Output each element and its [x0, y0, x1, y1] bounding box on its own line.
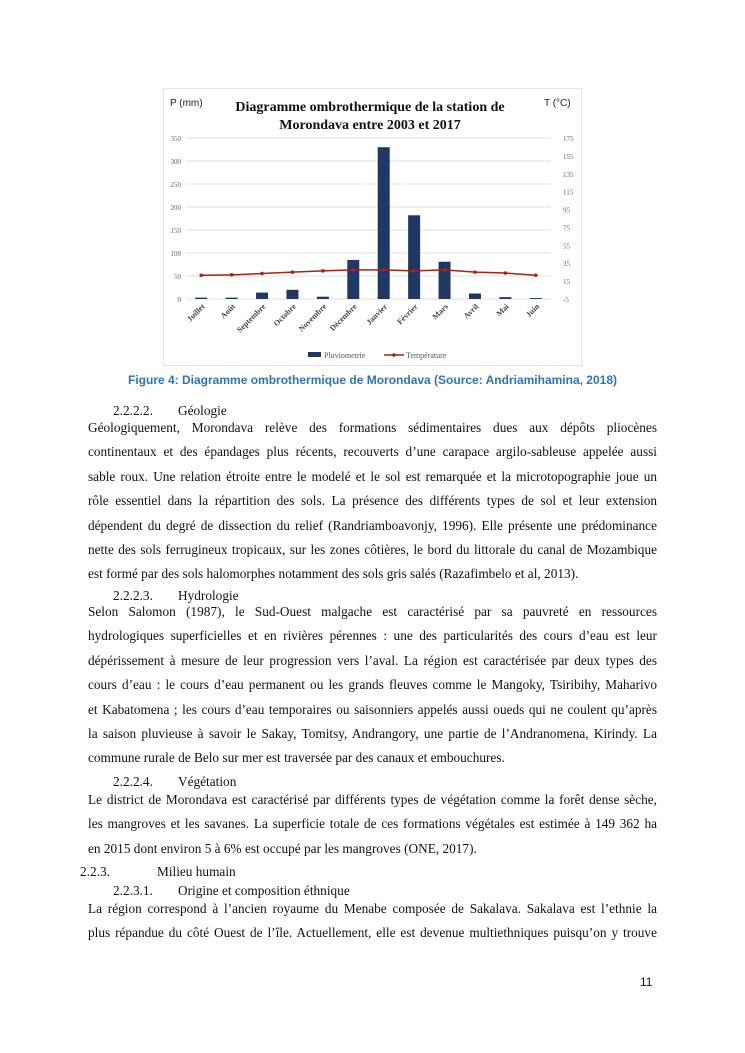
right-tick-label: 75	[563, 224, 570, 233]
paragraph-line: est formé par des sols halomorphes notamment des sols gris salés (Razafimbelo et al, 2013).	[88, 566, 579, 582]
temperature-point-mars	[443, 268, 447, 272]
right-tick-label: 15	[563, 278, 570, 287]
temperature-point-octobre	[291, 270, 295, 274]
left-tick-label: 50	[174, 273, 181, 281]
x-tick-label: Janvier	[364, 302, 390, 327]
heading-number: 2.2.3.	[80, 864, 110, 879]
temperature-point-novembre	[321, 269, 325, 273]
heading-title: Milieu humain	[157, 864, 236, 879]
paragraph-hydrologie	[88, 603, 657, 774]
legend-label-temperature: Température	[406, 351, 447, 360]
paragraph-line: les mangroves et les savanes. La superficie totale de ces formations végétales est estimée à 149 362 ha	[88, 816, 657, 832]
right-tick-label: 175	[563, 135, 574, 143]
figure-caption: Figure 4: Diagramme ombrothermique de Morondava (Source: Andriamihamina, 2018)	[128, 373, 617, 387]
temperature-point-juillet	[199, 273, 203, 277]
bar-janvier	[378, 147, 390, 299]
x-tick-label: Juin	[524, 302, 542, 320]
paragraph-line: et Kabatomena ; les cours d’eau temporaires ou saisonniers appelés aussi oueds qui ne coulent qu’après	[88, 701, 657, 717]
x-tick-label: Novembre	[296, 302, 329, 334]
right-tick-label: 155	[563, 152, 574, 161]
paragraph-line: dépérissement à mesure de leur progression vers l’aval. La région est caractérisée par deux types des	[88, 652, 657, 668]
temperature-point-septembre	[260, 272, 264, 276]
left-axis-label: P (mm)	[170, 98, 203, 109]
left-tick-label: 350	[170, 135, 181, 143]
heading-hydrologie	[113, 588, 239, 604]
right-tick-label: 35	[563, 260, 570, 269]
x-tick-label: Décembre	[327, 302, 359, 333]
x-tick-label: Mars	[430, 302, 450, 322]
paragraph-line: sable roux. Une relation étroite entre le modelé et le sol est remarquée et la microtopographie joue un	[88, 468, 657, 484]
bar-avril	[469, 293, 481, 299]
page-number: 11	[640, 975, 653, 989]
paragraph-line: nette des sols ferrugineux tropicaux, sur les zones côtières, le bord du littorale du canal de Mozambique	[88, 541, 657, 557]
bar-septembre	[256, 293, 268, 299]
x-tick-label: Mai	[494, 302, 511, 319]
paragraph-line: rôle essentiel dans la répartition des sols. La présence des différents types de sol et leur extension	[88, 493, 657, 509]
legend-label-pluviometrie: Pluviometrie	[324, 351, 366, 360]
paragraph-line: continentaux et des épandages plus récents, recouverts d’une carapace argilo-sableuse appelée aussi	[88, 444, 657, 460]
x-tick-label: Juillet	[185, 302, 207, 324]
heading-number: 2.2.3.1.	[113, 883, 153, 898]
left-tick-label: 300	[170, 158, 181, 166]
bar-février	[408, 215, 420, 299]
temperature-point-janvier	[382, 268, 386, 272]
left-tick-label: 150	[170, 227, 181, 235]
bar-août	[226, 298, 238, 299]
paragraph-geologie	[88, 419, 657, 590]
paragraph-line: Géologiquement, Morondava relève des formations sédimentaires dues aux dépôts pliocènes	[88, 420, 657, 435]
left-tick-label: 100	[170, 250, 181, 258]
chart-svg	[164, 89, 583, 367]
left-tick-label: 250	[170, 181, 181, 189]
right-tick-label: 55	[563, 242, 570, 251]
bar-mai	[499, 297, 511, 299]
right-tick-label: 95	[563, 206, 570, 215]
paragraph-vegetation	[88, 791, 657, 864]
temperature-point-août	[230, 273, 234, 277]
chart-title-line-1: Diagramme ombrothermique de la station de	[235, 100, 505, 115]
legend-swatch-pluviometrie	[308, 352, 321, 357]
paragraph-line: cours d’eau : le cours d’eau permanent ou les grands fleuves comme le Mangoky, Tsiribihy, Maharivo	[88, 677, 657, 693]
paragraph-line: commune rurale de Belo sur mer est traversée par des canaux et embouchures.	[88, 750, 505, 766]
heading-title: Origine et composition éthnique	[178, 883, 350, 898]
bar-juillet	[195, 298, 207, 299]
chart-title-line-2: Morondava entre 2003 et 2017	[279, 118, 461, 133]
heading-origine	[113, 883, 350, 899]
paragraph-line: en 2015 dont environ 5 à 6% est occupé par les mangroves (ONE, 2017).	[88, 840, 477, 856]
heading-title: Végétation	[178, 774, 237, 789]
heading-number: 2.2.2.4.	[113, 774, 153, 789]
x-tick-label: Septembre	[235, 302, 268, 335]
right-tick-label: -5	[563, 296, 569, 304]
paragraph-line: hydrologiques superficielles et en rivières pérennes : une des particularités des cours d’eau est leur	[88, 628, 657, 644]
paragraph-line: plus répandue du côté Ouest de l’île. Actuellement, elle est devenue multiethniques puisqu’on y trouve	[88, 925, 657, 941]
heading-number: 2.2.2.3.	[113, 588, 153, 603]
heading-title: Géologie	[178, 403, 227, 418]
paragraph-line: dépendent du degré de dissection du relief (Randriamboavonjy, 1996). Elle présente une prédominance	[88, 517, 657, 533]
temperature-point-mai	[504, 271, 508, 275]
x-tick-label: Août	[218, 302, 238, 321]
temperature-point-février	[412, 269, 416, 273]
heading-geologie	[113, 403, 227, 419]
right-tick-label: 135	[563, 170, 574, 179]
bar-octobre	[286, 290, 298, 299]
heading-number: 2.2.2.2.	[113, 403, 153, 418]
paragraph-line: la saison pluvieuse à savoir le Sakay, Tomitsy, Andrangory, une partie de l’Andranomena, Kirindy. La	[88, 725, 657, 741]
heading-milieu-humain	[80, 864, 236, 880]
paragraph-origine	[88, 900, 657, 949]
bar-juin	[530, 298, 542, 299]
temperature-point-juin	[534, 273, 538, 277]
right-axis-label: T (°C)	[544, 98, 571, 109]
paragraph-line: La région correspond à l’ancien royaume du Menabe composée de Sakalava. Sakalava est l’ethnie la	[88, 901, 657, 916]
right-tick-label: 115	[563, 188, 574, 197]
heading-vegetation	[113, 774, 237, 790]
paragraph-line: Selon Salomon (1987), le Sud-Ouest malgache est caractérisé par sa pauvreté en ressources	[88, 604, 657, 619]
left-tick-label: 200	[170, 204, 181, 212]
bar-novembre	[317, 297, 329, 299]
paragraph-line: Le district de Morondava est caractérisé par différents types de végétation comme la forêt dense sèche,	[88, 792, 657, 807]
left-tick-label: 0	[177, 296, 181, 304]
temperature-line	[201, 270, 536, 275]
temperature-point-avril	[473, 270, 477, 274]
legend	[308, 351, 447, 360]
temperature-point-décembre	[351, 268, 355, 272]
ombrothermic-chart	[163, 88, 582, 366]
x-tick-label: Octobre	[271, 302, 298, 329]
x-tick-label: Avril	[461, 302, 481, 321]
heading-title: Hydrologie	[178, 588, 239, 603]
bar-mars	[439, 262, 451, 299]
x-tick-label: Février	[395, 302, 420, 327]
bar-décembre	[347, 260, 359, 299]
